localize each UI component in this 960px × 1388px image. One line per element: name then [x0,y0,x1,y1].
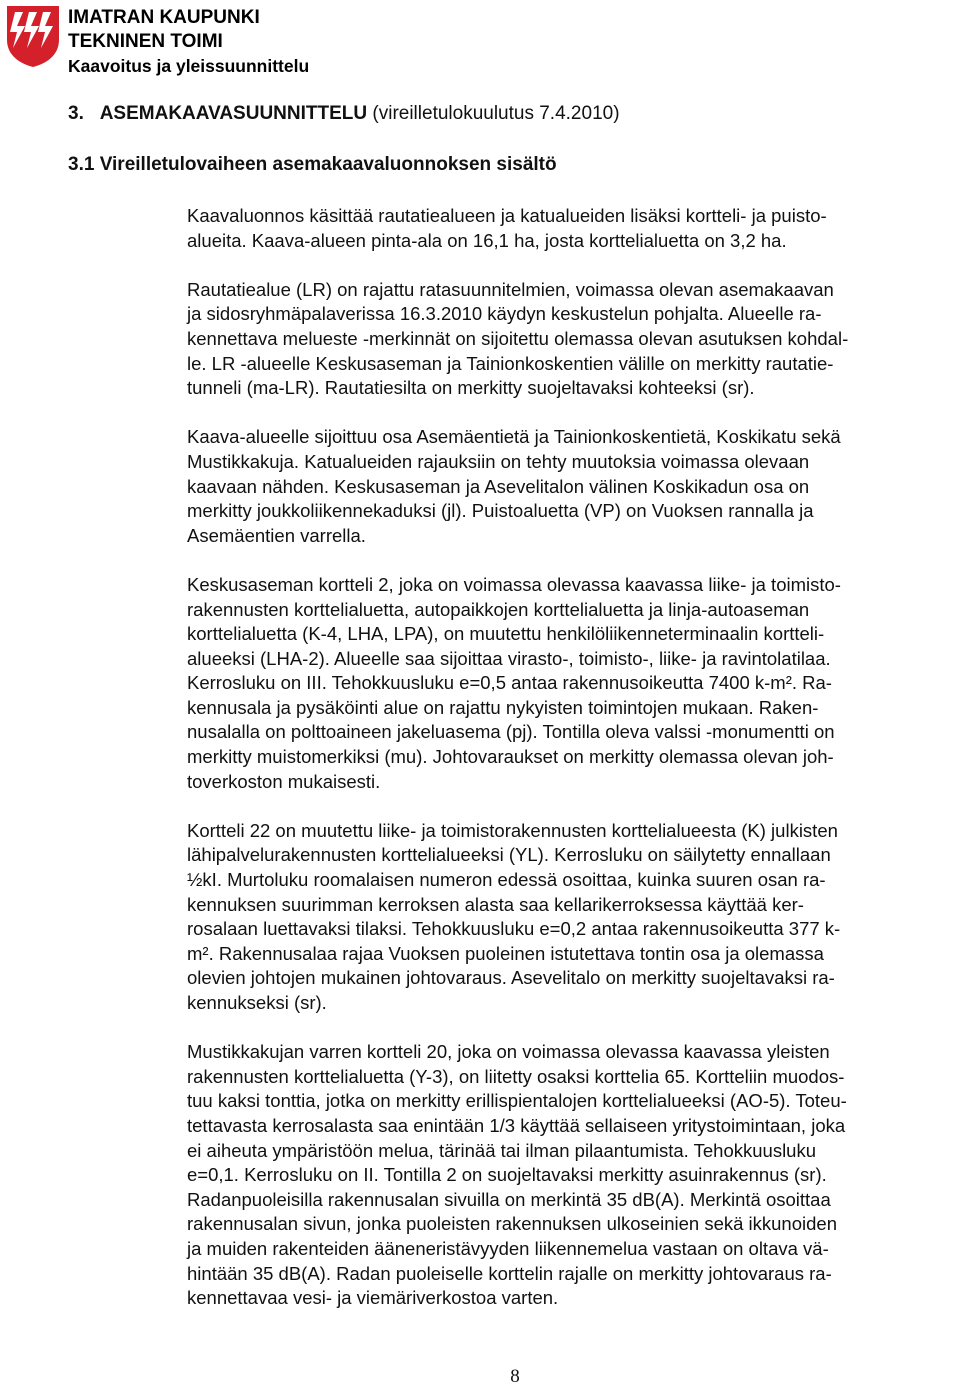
paragraph [187,204,957,253]
text-line: rakennusten korttelialuetta, autopaikkojen korttelialuetta ja linja-autoaseman [187,598,810,620]
paragraph [187,573,957,794]
section-heading [68,103,620,125]
text-line: Mustikkakujan varren kortteli 20, joka on voimassa olevassa kaavassa yleisten [187,1041,830,1063]
text-line: kennusala ja pysäköinti alue on rajattu nykyisten toimintojen mukaan. Raken- [187,696,819,718]
text-line: Kerrosluku on III. Tehokkuusluku e=0,5 antaa rakennusoikeutta 7400 k-m². Ra- [187,672,832,694]
section-title: ASEMAKAAVASUUNNITTELU [99,103,368,124]
text-line: ja muiden rakenteiden ääneneristävyyden liikennemelua vastaan on oltava vä- [187,1237,829,1259]
page-number: 8 [510,1366,520,1387]
text-line: hintään 35 dB(A). Radan puoleiselle korttelin rajalle on merkitty johtovaraus ra- [187,1262,832,1284]
body-text [187,204,957,1335]
text-line: nusalalla on polttoaineen jakeluasema (pj). Tontilla oleva valssi -monumentti on [187,721,835,743]
text-line: olevien johtojen mukainen johtovaraus. Asevelitalo on merkitty suojeltavaksi ra- [187,967,835,989]
text-line: tettavasta kerrosalasta saa enintään 1/3 käyttää sellaiseen yritystoimintaan, joka [187,1114,846,1136]
text-line: Asemäentien varrella. [187,524,366,546]
org-name: IMATRAN KAUPUNKI [68,7,260,28]
text-line: alueeksi (LHA-2). Alueelle saa sijoittaa virasto-, toimisto-, liike- ja ravintolatilaa. [187,647,831,669]
text-line: tuu kaksi tonttia, jotka on merkitty erillispientalojen korttelialueeksi (AO-5). Toteu- [187,1090,847,1112]
text-line: alueita. Kaava-alueen pinta-ala on 16,1 ha, josta korttelialuetta on 3,2 ha. [187,229,787,251]
text-line: tunneli (ma-LR). Rautatiesilta on merkitty suojeltavaksi kohteeksi (sr). [187,377,755,399]
paragraph [187,425,957,548]
paragraph [187,278,957,401]
text-line: kennuksen suurimman kerroksen alasta saa kellarikerroksessa käyttää ker- [187,893,804,915]
text-line: ei aiheuta ympäristöön melua, tärinää tai ilman pilaantumista. Tehokkuusluku [187,1139,817,1161]
text-line: rakennusalan sivun, jonka puoleisten rakennuksen ulkoseinien sekä ikkunoiden [187,1213,837,1235]
text-line: m². Rakennusalaa rajaa Vuoksen puoleinen istutettava tontin osa ja olemassa [187,942,824,964]
text-line: Keskusaseman kortteli 2, joka on voimassa olevassa kaavassa liike- ja toimisto- [187,573,841,595]
text-line: kaavaan nähden. Keskusaseman ja Asevelitalon välinen Koskikadun osa on [187,475,810,497]
text-line: kennukseksi (sr). [187,992,327,1013]
text-line: Radanpuoleisilla rakennusalan sivuilla on merkintä 35 dB(A). Merkintä osoittaa [187,1188,831,1210]
text-line: kennettavaa vesi- ja viemäriverkostoa varten. [187,1287,559,1309]
text-line: toverkoston mukaisesti. [187,770,381,792]
paragraph [187,819,957,1016]
section-number: 3. [68,103,84,124]
text-line: ½kI. Murtoluku roomalaisen numeron edessä osoittaa, kuinka suuren osan ra- [187,869,826,891]
text-line: merkitty muistomerkiksi (mu). Johtovaraukset on merkitty olemassa olevan joh- [187,746,834,768]
text-line: Mustikkakuja. Katualueiden rajauksiin on tehty muutoksia voimassa olevaan [187,450,810,472]
text-line: rosalaan luettavaksi tilaksi. Tehokkuusluku e=0,2 antaa rakennusoikeutta 377 k- [187,918,841,940]
section-note: (vireilletulokuulutus 7.4.2010) [372,103,620,124]
text-line: kennettava melueste -merkinnät on sijoitettu olemassa olevan asutuksen kohdal- [187,327,849,349]
text-line: Kaava-alueelle sijoittuu osa Asemäentietä ja Tainionkoskentietä, Koskikatu sekä [187,426,841,448]
department-name: TEKNINEN TOIMI [68,31,223,52]
text-line: Kortteli 22 on muutettu liike- ja toimistorakennusten korttelialueesta (K) julkisten [187,819,838,841]
text-line: korttelialuetta (K-4, LHA, LPA), on muutettu henkilöliikenneterminaalin kortteli- [187,623,825,645]
subsection-heading: 3.1 Vireilletulovaiheen asemakaavaluonnoksen sisältö [68,154,557,175]
text-line: rakennusten korttelialuetta (Y-3), on liitetty osaksi korttelia 65. Kortteliin muodos- [187,1065,845,1087]
text-line: ja sidosryhmäpalaverissa 16.3.2010 käydyn keskustelun pohjalta. Alueelle ra- [187,303,822,325]
text-line: le. LR -alueelle Keskusaseman ja Tainionkoskentien välille on merkitty rautatie- [187,352,834,374]
text-line: Rautatiealue (LR) on rajattu ratasuunnitelmien, voimassa olevan asemakaavan [187,278,834,300]
text-line: lähipalvelurakennusten korttelialueeksi (YL). Kerrosluku on säilytetty ennallaan [187,844,831,866]
document-header [68,6,309,78]
unit-name: Kaavoitus ja yleissuunnittelu [68,56,310,76]
imatra-coat-of-arms-icon [5,4,61,68]
text-line: Kaavaluonnos käsittää rautatiealueen ja katualueiden lisäksi kortteli- ja puisto- [187,205,827,226]
paragraph [187,1040,957,1311]
text-line: e=0,1. Kerrosluku on II. Tontilla 2 on suojeltavaksi merkitty asuinrakennus (sr). [187,1164,827,1186]
text-line: merkitty joukkoliikennekaduksi (jl). Puistoaluetta (VP) on Vuoksen rannalla ja [187,500,814,522]
